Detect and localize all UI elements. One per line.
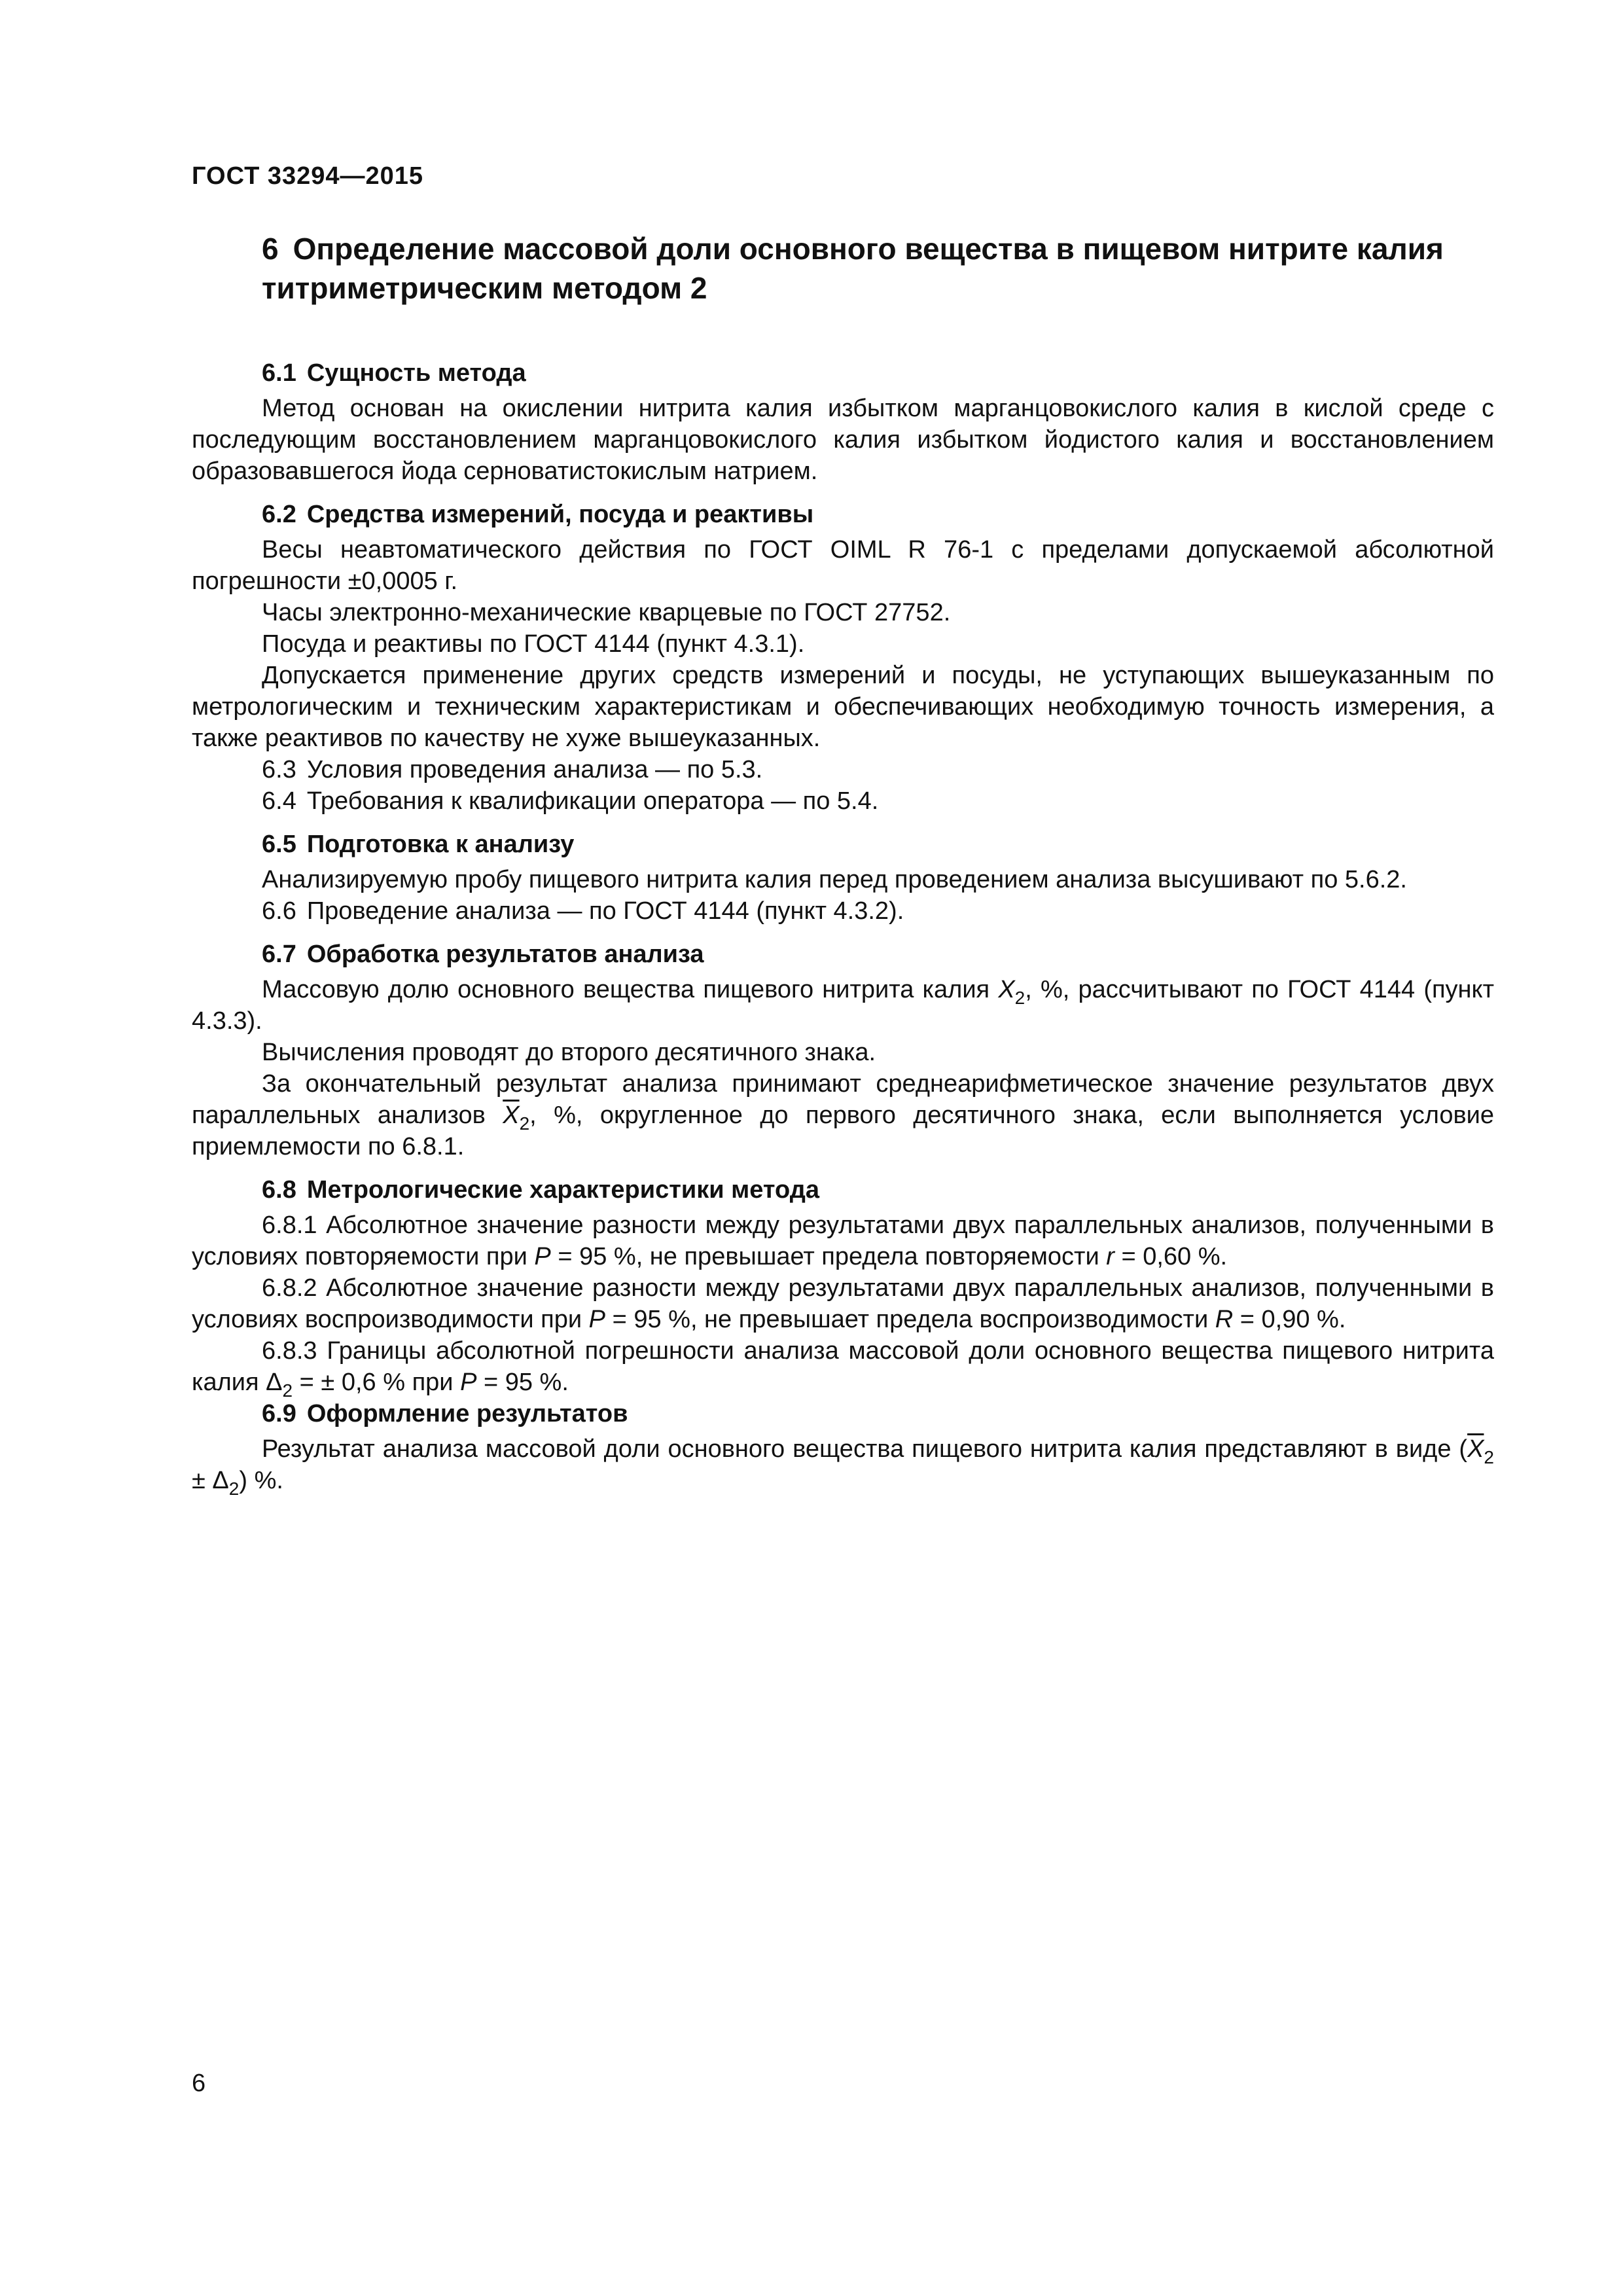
text-run: Абсолютное значение разности между результатами двух параллельных анализов, полученными в условиях повторяемости при bbox=[192, 1211, 1494, 1270]
paragraph-6-8-2 bbox=[192, 1272, 1494, 1335]
subsection-number: 6.8 bbox=[262, 1176, 296, 1204]
subsection-6-9-heading bbox=[192, 1398, 1494, 1429]
subsection-6-2-heading bbox=[192, 499, 1494, 530]
variable-p: P bbox=[460, 1369, 477, 1396]
plus-minus-delta: ± Δ bbox=[192, 1467, 229, 1494]
text-run: За окончательный результат анализа принимают среднеарифметическое значение результатов двух параллельных анализов bbox=[192, 1070, 1494, 1129]
text-run: Абсолютное значение разности между результатами двух параллельных анализов, полученными в условиях воспроизводимости при bbox=[192, 1274, 1494, 1333]
subscript: 2 bbox=[228, 1479, 240, 1499]
subsection-6-7-heading bbox=[192, 939, 1494, 970]
item-6-3 bbox=[192, 754, 1494, 785]
subsection-number: 6.1 bbox=[262, 359, 296, 387]
text-run: = 95 %. bbox=[483, 1369, 569, 1396]
variable-p: P bbox=[588, 1306, 606, 1333]
subsection-title: Оформление результатов bbox=[306, 1400, 628, 1427]
paragraph-sample-prep: Анализируемую пробу пищевого нитрита калия перед проведением анализа высушивают по 5.6.2. bbox=[262, 866, 1407, 893]
paragraph-method-essence: Метод основан на окислении нитрита калия избытком марганцовокислого калия в кислой среде с последующим восстановлением марганцовокислого калия избытком йодистого калия и восстановлением образовавшегося йода серноватистокислым натрием. bbox=[192, 395, 1494, 485]
item-text: Условия проведения анализа — по 5.3. bbox=[306, 756, 763, 783]
subscript: 2 bbox=[519, 1113, 530, 1134]
text-run: = 0,90 %. bbox=[1240, 1306, 1346, 1333]
paragraph-calculations: Вычисления проводят до второго десятичного знака. bbox=[262, 1039, 876, 1066]
text-run: = ± 0,6 % при bbox=[299, 1369, 454, 1396]
text-run: Границы абсолютной погрешности анализа массовой доли основного вещества пищевого нитрита калия bbox=[192, 1337, 1494, 1396]
item-number: 6.8.1 bbox=[262, 1211, 317, 1239]
paragraph-clock: Часы электронно-механические кварцевые по ГОСТ 27752. bbox=[262, 599, 951, 626]
subscript: 2 bbox=[282, 1380, 293, 1401]
subsection-6-1-heading bbox=[192, 357, 1494, 389]
item-number: 6.8.3 bbox=[262, 1337, 317, 1365]
item-number: 6.3 bbox=[262, 756, 296, 783]
text-run: Массовую долю основного вещества пищевого нитрита калия bbox=[262, 976, 990, 1003]
item-number: 6.6 bbox=[262, 897, 296, 925]
variable-x: X bbox=[998, 976, 1015, 1003]
subsection-6-5-heading bbox=[192, 829, 1494, 860]
variable-r-upper: R bbox=[1215, 1306, 1234, 1333]
subsection-title: Подготовка к анализу bbox=[306, 831, 575, 858]
variable-p: P bbox=[534, 1243, 551, 1270]
subsection-number: 6.7 bbox=[262, 941, 296, 968]
document-header: ГОСТ 33294—2015 bbox=[192, 162, 424, 190]
text-run: = 95 %, не превышает предела воспроизводимости bbox=[612, 1306, 1209, 1333]
item-number: 6.4 bbox=[262, 787, 296, 815]
text-run: , %, округленное до первого десятичного знака, если выполняется условие приемлемости по 6.8.1. bbox=[192, 1102, 1494, 1160]
paragraph-final-result bbox=[192, 1068, 1494, 1162]
subscript: 2 bbox=[1014, 988, 1026, 1008]
paragraph-glassware: Посуда и реактивы по ГОСТ 4144 (пункт 4.3.1). bbox=[262, 630, 805, 658]
subsection-6-8-heading bbox=[192, 1174, 1494, 1206]
document-body bbox=[192, 229, 1494, 1499]
item-text: Проведение анализа — по ГОСТ 4144 (пункт 4.3.2). bbox=[306, 897, 904, 925]
subscript: 2 bbox=[1484, 1447, 1494, 1467]
item-6-6 bbox=[192, 895, 1494, 927]
variable-x-mean: $\overline{X}$ bbox=[503, 1102, 520, 1129]
variable-r: r bbox=[1106, 1243, 1115, 1270]
item-6-4 bbox=[192, 785, 1494, 817]
variable-x-mean: $\overline{X}$ bbox=[1467, 1435, 1484, 1463]
paragraph-result-format bbox=[192, 1433, 1494, 1499]
subsection-number: 6.9 bbox=[262, 1400, 296, 1427]
text-run: , %, рассчитывают по ГОСТ 4144 (пункт 4.3.3). bbox=[192, 976, 1494, 1035]
item-number: 6.8.2 bbox=[262, 1274, 317, 1302]
subsection-number: 6.2 bbox=[262, 501, 296, 528]
subsection-title: Средства измерений, посуда и реактивы bbox=[306, 501, 814, 528]
text-run: = 0,60 %. bbox=[1121, 1243, 1228, 1270]
section-6-title bbox=[192, 229, 1494, 308]
text-run: ) %. bbox=[239, 1467, 283, 1494]
text-run: Результат анализа массовой доли основного вещества пищевого нитрита калия представляют в виде ( bbox=[262, 1435, 1468, 1463]
paragraph-alternatives: Допускается применение других средств измерений и посуды, не уступающих вышеуказанным по метрологическим и техническим характеристикам и обеспечивающих необходимую точность измерения, а также реактивов по качеству не хуже вышеуказанных. bbox=[192, 662, 1494, 752]
paragraph-6-8-3 bbox=[192, 1335, 1494, 1401]
subsection-title: Обработка результатов анализа bbox=[306, 941, 704, 968]
paragraph-scales: Весы неавтоматического действия по ГОСТ OIML R 76-1 с пределами допускаемой абсолютной погрешности ±0,0005 г. bbox=[192, 536, 1494, 595]
section-number: 6 bbox=[262, 232, 279, 266]
item-text: Требования к квалификации оператора — по 5.4. bbox=[306, 787, 879, 815]
section-title-text: Определение массовой доли основного вещества в пищевом нитрите калия титриметрическим методом 2 bbox=[262, 232, 1444, 305]
delta-symbol: Δ bbox=[266, 1369, 283, 1396]
subsection-title: Сущность метода bbox=[306, 359, 526, 387]
paragraph-mass-fraction bbox=[192, 974, 1494, 1037]
subsection-number: 6.5 bbox=[262, 831, 296, 858]
subsection-title: Метрологические характеристики метода bbox=[306, 1176, 819, 1204]
page-number: 6 bbox=[192, 2070, 206, 2097]
paragraph-6-8-1 bbox=[192, 1210, 1494, 1272]
text-run: = 95 %, не превышает предела повторяемости bbox=[558, 1243, 1099, 1270]
